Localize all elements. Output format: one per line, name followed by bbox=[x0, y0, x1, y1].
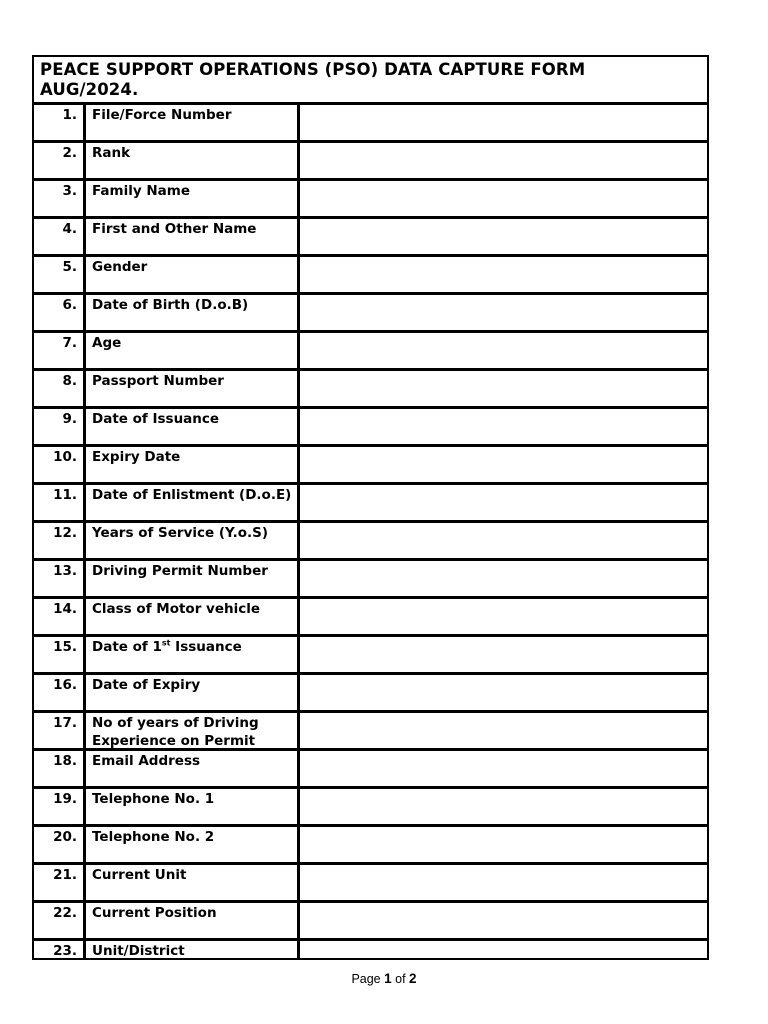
form-title bbox=[34, 57, 707, 105]
field-label-driving-experience: No of years of Driving Experience on Permit bbox=[86, 713, 300, 748]
row-number: 22. bbox=[34, 903, 86, 938]
form-title-line-2: AUG/2024. bbox=[40, 80, 139, 99]
page-footer bbox=[0, 971, 768, 986]
field-value-family-name[interactable] bbox=[300, 181, 707, 216]
field-label-file-force-number: File/Force Number bbox=[86, 105, 300, 140]
row-number: 17. bbox=[34, 713, 86, 748]
form-row-class-of-motor-vehicle bbox=[34, 599, 707, 637]
form-row-family-name bbox=[34, 181, 707, 219]
field-value-date-of-issuance[interactable] bbox=[300, 409, 707, 444]
field-value-unit-district[interactable] bbox=[300, 941, 707, 960]
field-value-class-of-motor-vehicle[interactable] bbox=[300, 599, 707, 634]
field-label-age: Age bbox=[86, 333, 300, 368]
form-row-years-of-service bbox=[34, 523, 707, 561]
field-label-driving-permit-number: Driving Permit Number bbox=[86, 561, 300, 596]
label-text: Date of 1 bbox=[92, 639, 162, 655]
form-row-date-of-issuance bbox=[34, 409, 707, 447]
field-label-unit-district: Unit/District bbox=[86, 941, 300, 960]
field-value-driving-permit-number[interactable] bbox=[300, 561, 707, 596]
field-label-passport-number: Passport Number bbox=[86, 371, 300, 406]
form-row-date-of-enlistment bbox=[34, 485, 707, 523]
field-label-telephone-2: Telephone No. 2 bbox=[86, 827, 300, 862]
field-value-rank[interactable] bbox=[300, 143, 707, 178]
row-number: 4. bbox=[34, 219, 86, 254]
field-value-current-position[interactable] bbox=[300, 903, 707, 938]
row-number: 20. bbox=[34, 827, 86, 862]
form-row-driving-permit-number bbox=[34, 561, 707, 599]
field-label-first-other-name: First and Other Name bbox=[86, 219, 300, 254]
row-number: 14. bbox=[34, 599, 86, 634]
row-number: 16. bbox=[34, 675, 86, 710]
field-label-current-unit: Current Unit bbox=[86, 865, 300, 900]
form-row-age bbox=[34, 333, 707, 371]
field-label-email-address: Email Address bbox=[86, 751, 300, 786]
row-number: 11. bbox=[34, 485, 86, 520]
form-title-line-1: PEACE SUPPORT OPERATIONS (PSO) DATA CAPTURE FORM bbox=[40, 60, 586, 79]
form-row-date-of-expiry bbox=[34, 675, 707, 713]
field-label-current-position: Current Position bbox=[86, 903, 300, 938]
field-value-gender[interactable] bbox=[300, 257, 707, 292]
form-row-expiry-date bbox=[34, 447, 707, 485]
field-label-date-of-first-issuance bbox=[86, 637, 300, 672]
field-value-date-of-expiry[interactable] bbox=[300, 675, 707, 710]
form-row-current-unit bbox=[34, 865, 707, 903]
row-number: 9. bbox=[34, 409, 86, 444]
form-row-file-force-number bbox=[34, 105, 707, 143]
row-number: 21. bbox=[34, 865, 86, 900]
field-value-current-unit[interactable] bbox=[300, 865, 707, 900]
form-row-driving-experience bbox=[34, 713, 707, 751]
field-label-family-name: Family Name bbox=[86, 181, 300, 216]
field-value-age[interactable] bbox=[300, 333, 707, 368]
field-value-file-force-number[interactable] bbox=[300, 105, 707, 140]
row-number: 2. bbox=[34, 143, 86, 178]
field-value-telephone-1[interactable] bbox=[300, 789, 707, 824]
row-number: 1. bbox=[34, 105, 86, 140]
field-label-expiry-date: Expiry Date bbox=[86, 447, 300, 482]
row-number: 6. bbox=[34, 295, 86, 330]
field-label-gender: Gender bbox=[86, 257, 300, 292]
field-value-first-other-name[interactable] bbox=[300, 219, 707, 254]
of-word: of bbox=[395, 972, 406, 986]
field-value-telephone-2[interactable] bbox=[300, 827, 707, 862]
row-number: 15. bbox=[34, 637, 86, 672]
field-label-date-of-expiry: Date of Expiry bbox=[86, 675, 300, 710]
field-value-date-of-enlistment[interactable] bbox=[300, 485, 707, 520]
form-row-first-other-name bbox=[34, 219, 707, 257]
row-number: 23. bbox=[34, 941, 86, 960]
form-row-email-address bbox=[34, 751, 707, 789]
form-row-telephone-1 bbox=[34, 789, 707, 827]
field-label-date-of-enlistment: Date of Enlistment (D.o.E) bbox=[86, 485, 300, 520]
data-capture-form bbox=[32, 55, 709, 960]
current-page-number: 1 bbox=[384, 971, 392, 986]
row-number: 3. bbox=[34, 181, 86, 216]
field-label-telephone-1: Telephone No. 1 bbox=[86, 789, 300, 824]
field-label-rank: Rank bbox=[86, 143, 300, 178]
row-number: 19. bbox=[34, 789, 86, 824]
ordinal-suffix: st bbox=[161, 638, 171, 648]
form-row-gender bbox=[34, 257, 707, 295]
row-number: 13. bbox=[34, 561, 86, 596]
row-number: 8. bbox=[34, 371, 86, 406]
label-text: Issuance bbox=[170, 639, 242, 655]
form-row-passport-number bbox=[34, 371, 707, 409]
total-pages-number: 2 bbox=[409, 971, 417, 986]
field-value-date-of-birth[interactable] bbox=[300, 295, 707, 330]
field-label-date-of-issuance: Date of Issuance bbox=[86, 409, 300, 444]
row-number: 10. bbox=[34, 447, 86, 482]
form-row-telephone-2 bbox=[34, 827, 707, 865]
field-label-class-of-motor-vehicle: Class of Motor vehicle bbox=[86, 599, 300, 634]
field-label-date-of-birth: Date of Birth (D.o.B) bbox=[86, 295, 300, 330]
page-word: Page bbox=[351, 972, 381, 986]
row-number: 7. bbox=[34, 333, 86, 368]
form-row-rank bbox=[34, 143, 707, 181]
form-row-date-of-birth bbox=[34, 295, 707, 333]
field-value-passport-number[interactable] bbox=[300, 371, 707, 406]
field-label-years-of-service: Years of Service (Y.o.S) bbox=[86, 523, 300, 558]
field-value-expiry-date[interactable] bbox=[300, 447, 707, 482]
field-value-years-of-service[interactable] bbox=[300, 523, 707, 558]
form-row-date-of-first-issuance bbox=[34, 637, 707, 675]
field-value-email-address[interactable] bbox=[300, 751, 707, 786]
field-value-driving-experience[interactable] bbox=[300, 713, 707, 748]
form-row-unit-district bbox=[34, 941, 707, 960]
row-number: 18. bbox=[34, 751, 86, 786]
row-number: 12. bbox=[34, 523, 86, 558]
row-number: 5. bbox=[34, 257, 86, 292]
field-value-date-of-first-issuance[interactable] bbox=[300, 637, 707, 672]
form-row-current-position bbox=[34, 903, 707, 941]
